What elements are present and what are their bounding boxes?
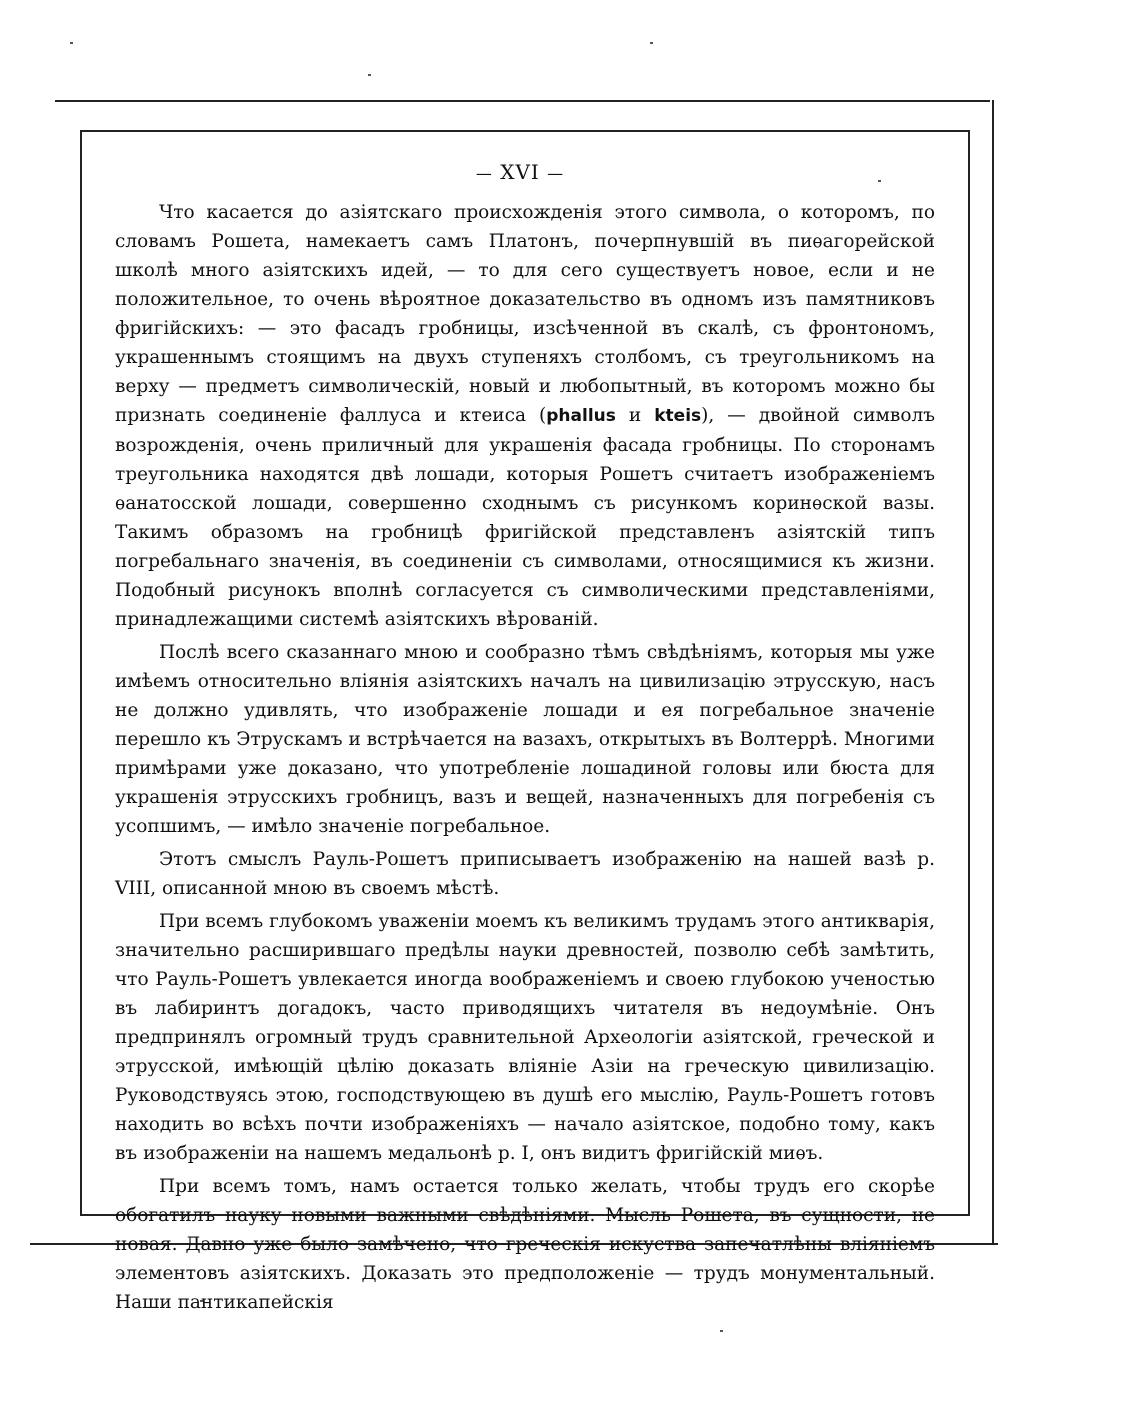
- page-number-text: XVI: [500, 160, 540, 184]
- top-rule: [55, 100, 990, 102]
- scan-speck: [720, 1330, 723, 1332]
- right-border-line: [992, 100, 994, 1243]
- paragraph-1-text-after: ), — двойной символъ возрожденія, очень приличный для украшенія фасада гробницы. По сторонамъ треугольника находятся двѣ лошади, которыя Рошетъ считаетъ изображеніемъ ѳанатосской лошади, совершенно сходнымъ съ рисункомъ коринѳской вазы. Такимъ образомъ на гробницѣ фригійской представленъ азіятскій типъ погребальнаго значенія, въ соединеніи съ символами, относящимися къ жизни. Подобный рисунокъ вполнѣ согласуется съ символическими представленіями, принадлежащими системѣ азіятскихъ вѣрованій.: [115, 405, 936, 630]
- latin-term-kteis: kteis: [654, 406, 702, 426]
- paragraph-3: Этотъ смыслъ Рауль-Рошетъ приписываетъ изображенію на нашей вазѣ р. VIII, описанной мною въ своемъ мѣстѣ.: [115, 849, 935, 899]
- latin-term-phallus: phallus: [546, 406, 616, 426]
- paragraph-4: При всемъ глубокомъ уваженіи моемъ къ великимъ трудамъ этого антикварія, значительно расширившаго предѣлы науки древностей, позволю себѣ замѣтить, что Рауль-Рошетъ увлекается иногда воображеніемъ и своею глубокою ученостью въ лабиринтъ догадокъ, часто приводящихъ читателя въ недоумѣніе. Онъ предпринялъ огромный трудъ сравнительной Археологіи азіятской, греческой и этрусской, имѣющій цѣлію доказать вліяніе Азіи на греческую цивилизацію. Руководствуясь этою, господствующею въ душѣ его мыслію, Рауль-Рошетъ готовъ находить во всѣхъ почти изображеніяхъ — начало азіятское, подобно тому, какъ въ изображеніи на нашемъ медальонѣ р. I, онъ видитъ фригійскій миѳъ.: [115, 911, 935, 1164]
- paragraph-1: [115, 198, 935, 634]
- body-text: [115, 198, 935, 1317]
- paragraph-1-text-middle: и: [615, 405, 655, 426]
- page-number: [0, 160, 1040, 184]
- paragraph-5: При всемъ томъ, намъ остается только желать, чтобы трудъ его скорѣе обогатилъ науку новыми важными свѣдѣніями. Мысль Рошета, въ сущности, не новая. Давно уже было замѣчено, что греческія искуства запечатлѣны вліяніемъ элементовъ азіятскихъ. Доказать это предположеніе — трудъ монументальный. Наши пантикапейскія: [115, 1176, 935, 1313]
- scan-speck: [650, 42, 653, 44]
- page-number-dash-right: —: [547, 164, 565, 183]
- scan-speck: [368, 74, 371, 76]
- paragraph-2: Послѣ всего сказаннаго мною и сообразно тѣмъ свѣдѣніямъ, которыя мы уже имѣемъ относительно вліянія азіятскихъ началъ на цивилизацію этрусскую, насъ не должно удивлять, что изображеніе лошади и ея погребальное значеніе перешло къ Этрускамъ и встрѣчается на вазахъ, открытыхъ въ Волтеррѣ. Многими примѣрами уже доказано, что употребленіе лошадиной головы или бюста для украшенія этрусскихъ гробницъ, вазъ и вещей, назначенныхъ для погребенія съ усопшимъ, — имѣло значеніе погребальное.: [115, 642, 935, 837]
- scan-speck: [70, 42, 73, 44]
- paragraph-1-text-before: Что касается до азіятскаго происхожденія этого символа, о которомъ, по словамъ Рошета, намекаетъ самъ Платонъ, почерпнувшій въ пиѳагорейской школѣ много азіятскихъ идей, — то для сего существуетъ новое, если и не положительное, то очень вѣроятное доказательство въ одномъ изъ памятниковъ фригійскихъ: — это фасадъ гробницы, изсѣченной въ скалѣ, съ фронтономъ, украшеннымъ стоящимъ на двухъ ступеняхъ столбомъ, съ треугольникомъ на верху — предметъ символическій, новый и любопытный, въ которомъ можно бы признать соединеніе фаллуса и ктеиса (: [115, 202, 935, 426]
- page-number-dash-left: —: [475, 164, 493, 183]
